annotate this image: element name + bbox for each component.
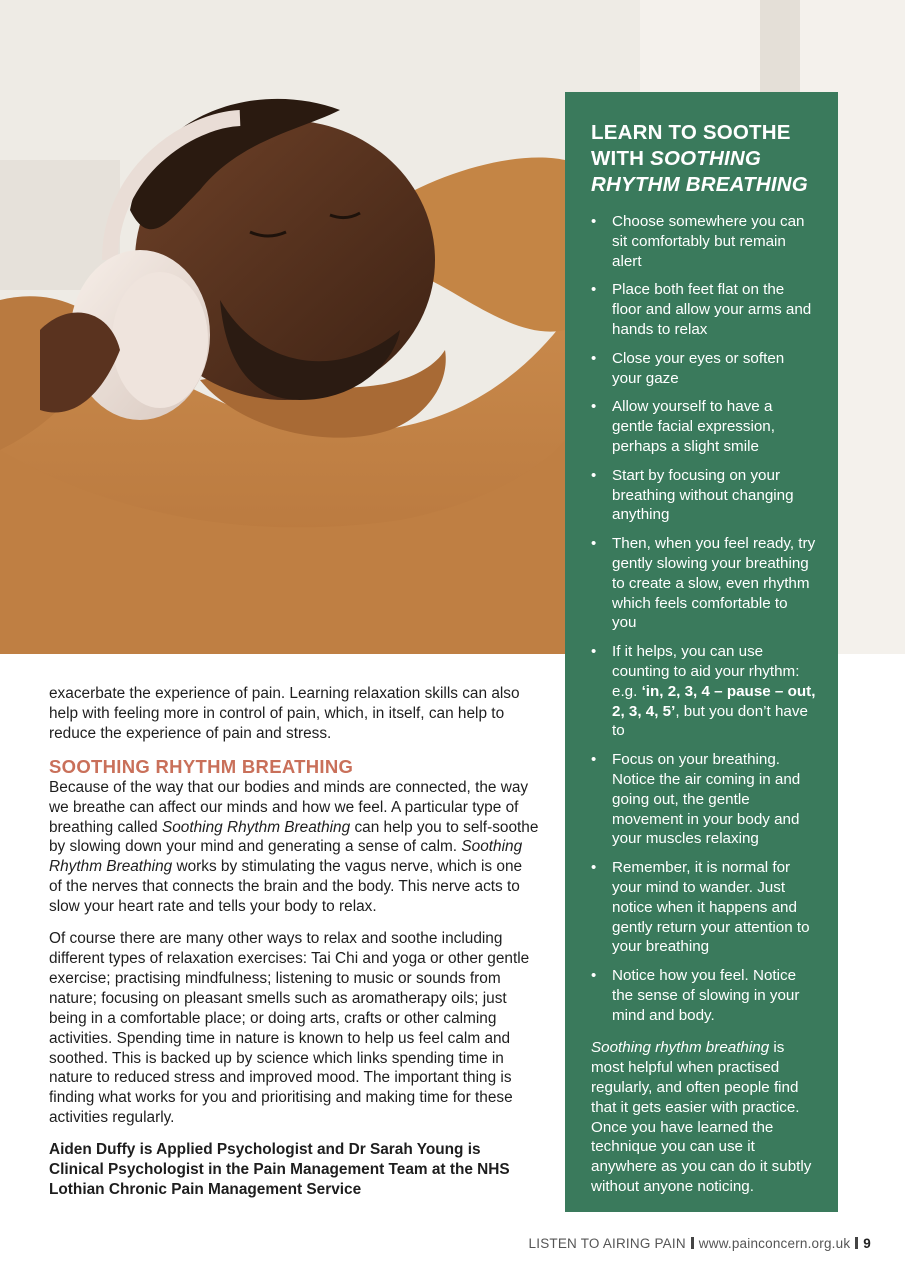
paragraph-breathing	[49, 778, 539, 917]
sidebar-closing-text: is most helpful when practised regularly, and often people find that it gets easier with practice. Once you have learned the technique you can use it anywhere as you can do it subtly without anyone noticing.	[591, 1039, 812, 1196]
list-item	[591, 642, 816, 741]
author-byline: Aiden Duffy is Applied Psychologist and Dr Sarah Young is Clinical Psychologist in the Pain Management Team at the NHS Lothian Chronic Pain Management Service	[49, 1141, 510, 1198]
sidebar-title-line2-plain: WITH	[591, 147, 651, 170]
bullet-icon: •	[591, 751, 597, 769]
list-item	[591, 966, 816, 1025]
p1-text-c: works by stimulating the vagus nerve, which is one of the nerves that connects the brain and the body. This nerve acts to slow your heart rate and tells your body to relax.	[49, 858, 523, 916]
sidebar-title-line1: LEARN TO SOOTHE	[591, 121, 791, 144]
list-item	[591, 750, 816, 849]
bullet-icon: •	[591, 213, 597, 230]
sidebar-title-line2-italic: SOOTHING	[650, 147, 762, 170]
list-item-text: Notice how you feel. Notice the sense of slowing in your mind and body.	[612, 967, 800, 1024]
sidebar-closing	[591, 1038, 816, 1196]
list-item	[591, 858, 816, 957]
bullet-icon: •	[591, 535, 597, 553]
list-item-text: Then, when you feel ready, try gently slowing your breathing to create a slow, even rhythm which feels comfortable to you	[612, 535, 816, 632]
list-item-text-tail: , but you don’t have to	[612, 702, 808, 740]
page-number: 9	[863, 1236, 871, 1251]
list-item-text: Start by focusing on your breathing without changing anything	[612, 466, 794, 524]
sidebar-steps-list	[591, 212, 816, 1025]
soothe-sidebar	[565, 92, 838, 1212]
p1-italic-2: Soothing Rhythm Breathing	[49, 838, 523, 876]
intro-paragraph: exacerbate the experience of pain. Learning relaxation skills can also help with feeling more in control of pain, which, in itself, can help to reduce the experience of pain and stress.	[49, 685, 520, 742]
page-footer	[529, 1236, 871, 1251]
p1-text-b: can help you to self-soothe by slowing down your mind and generating a sense of calm.	[49, 818, 539, 856]
article-body	[49, 684, 539, 1212]
p1-text-a: Because of the way that our bodies and minds are connected, the way we breathe can affect our minds and how we feel. A particular type of breathing called	[49, 778, 529, 836]
list-item	[591, 212, 816, 271]
section-heading: SOOTHING RHYTHM BREATHING	[49, 755, 354, 777]
list-item-text: Focus on your breathing. Notice the air coming in and going out, the gentle movement in your body and your muscles relaxing	[612, 751, 801, 848]
bullet-icon: •	[591, 643, 597, 661]
list-item	[591, 280, 816, 339]
list-item-text: Allow yourself to have a gentle facial expression, perhaps a slight smile	[612, 398, 775, 455]
p1-italic-1: Soothing Rhythm Breathing	[161, 818, 351, 836]
list-item	[591, 466, 816, 525]
sidebar-title-line3-italic: RHYTHM BREATHING	[591, 173, 808, 196]
list-item-text: Choose somewhere you can sit comfortably but remain alert	[612, 213, 805, 270]
list-item	[591, 397, 816, 456]
bullet-icon: •	[591, 466, 597, 484]
bullet-icon: •	[591, 281, 597, 299]
separator-icon	[691, 1237, 694, 1249]
list-item-text: If it helps, you can use counting to aid your rhythm: e.g.	[612, 643, 800, 700]
footer-url[interactable]: www.painconcern.org.uk	[698, 1236, 851, 1251]
bullet-icon: •	[591, 967, 597, 985]
list-item-text: Remember, it is normal for your mind to wander. Just notice when it happens and gently return your attention to your breathing	[612, 859, 810, 956]
counting-pattern: ‘in, 2, 3, 4 – pause – out, 2, 3, 4, 5’	[612, 682, 816, 720]
sidebar-closing-italic: Soothing rhythm breathing	[591, 1039, 770, 1057]
list-item-text: Close your eyes or soften your gaze	[612, 349, 785, 387]
bullet-icon: •	[591, 859, 597, 877]
paragraph-other-ways: Of course there are many other ways to relax and soothe including different types of relaxation exercises: Tai Chi and yoga or other gentle exercise; practising mindfulness; listening to music or sounds from nature; focusing on pleasant smells such as aromatherapy oils; just being in a comfortable place; or doing arts, crafts or other calming activities. Spending time in nature is known to help us feel calm and soothed. This is backed up by science which links spending time in nature to reduced stress and improved mood. The important thing is finding what works for you and prioritising and making time for these activities regularly.	[49, 930, 530, 1127]
list-item	[591, 349, 816, 389]
sidebar-title	[591, 120, 816, 198]
list-item-text: Place both feet flat on the floor and allow your arms and hands to relax	[612, 281, 812, 338]
list-item	[591, 534, 816, 633]
separator-icon	[855, 1237, 858, 1249]
bullet-icon: •	[591, 398, 597, 416]
bullet-icon: •	[591, 349, 597, 367]
footer-label: LISTEN TO AIRING PAIN	[528, 1236, 686, 1251]
